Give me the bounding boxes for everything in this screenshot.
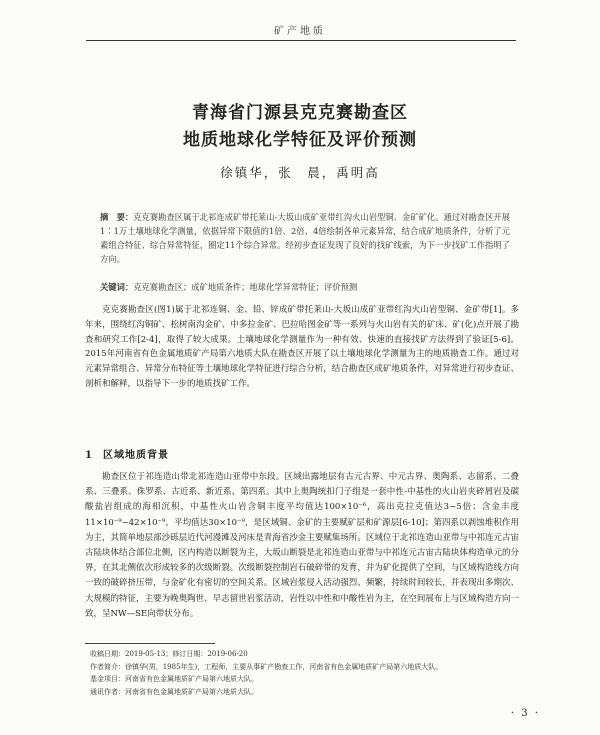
keywords-label: 关键词：: [100, 282, 134, 292]
footnote-divider: [85, 643, 215, 644]
author-list: 徐镇华，张 晨，禹明高: [220, 165, 380, 180]
title-line-1: 青海省门源县克克赛勘查区: [192, 103, 408, 123]
footnote-author-bio: 作者简介：徐镇华(男，1985年生)，工程师，主要从事矿产勘查工作，河南省有色金属地质矿产局第六地质大队。: [90, 662, 443, 671]
abstract-label: 摘 要：: [100, 212, 134, 222]
title-line-2: 地质地球化学特征及评价预测: [183, 130, 417, 150]
footnote-corresponding: 通讯作者：河南省有色金属地质矿产局第六地质大队。: [90, 687, 258, 696]
abstract-text: 克克赛勘查区属于北祁连成矿带托莱山-大坂山成矿亚带红沟火山岩型铜、金矿矿化。通过对勘查区开展1∶1万土壤地球化学测量，依据异常下限值的1倍、2倍、4倍绘制各单元素异常，结合成矿地质条件，分析了元素组合特征、综合异常特征，圈定11个综合异常。经初步查证发现了良好的找矿线索，为下一步找矿工作指明了方向。: [100, 212, 510, 264]
keywords-text: 克克赛勘查区；成矿地质条件；地球化学异常特征；评价预测: [133, 282, 358, 292]
section-heading: [85, 446, 385, 461]
page-number: · 3 ·: [510, 708, 540, 719]
header-divider: [86, 40, 516, 41]
footnotes: [90, 648, 510, 698]
section-number: 1: [85, 450, 93, 461]
paper-title: [0, 100, 600, 154]
footnote-received: 收稿日期：2019-05-13；修订日期：2019-06-20: [90, 650, 248, 658]
intro-paragraph: 克克赛勘查区(图1)属于北祁连铜、金、铅、锌成矿带托莱山-大坂山成矿亚带红沟火山岩型铜、金矿带[1]。多年来，围绕红沟铜矿、松树南沟金矿、中多拉金矿、巴拉哈图金矿等一系列与火山岩有关的矿床、矿(化)点开展了勘查和研究工作[2-4]，取得了较大成果。土壤地球化学测量作为一种有效、快速的直接找矿方法得到了验证[5-6]。2015年河南省有色金属地质矿产局第六地质大队在勘查区开展了以土壤地球化学测量为主的地质勘查工作。通过对元素异常组合、异常分布特征等土壤地球化学特征进行综合分析，结合勘查区成矿地质条件，对异常进行初步查证、剖析和解释，以指导下一步的地质找矿工作。: [85, 305, 519, 389]
footnote-funding: 基金项目：河南省有色金属地质矿产局第六地质大队。: [90, 675, 258, 683]
running-head: 矿产地质: [274, 26, 326, 37]
keywords: [100, 280, 510, 294]
section-body-paragraph: 勘查区位于祁连造山带北祁连造山亚带中东段。区域出露地层有古元古界、中元古界、奥陶系、志留系、二叠系、三叠系、侏罗系、古近系、新近系、第四系。其中上奥陶统扣门子组是一套中性-中基性的火山岩夹碎屑岩及碳酸盐岩组成的海相沉积，中基性火山岩含铜丰度平均值达100×10⁻⁶，高出克拉克值达3~5倍；含金丰度11×10⁻⁹~42×10⁻⁹，平均值达30×10⁻⁹，是区域铜、金矿的主要赋矿层和矿源层[6-10]；第四系以剥蚀堆积作用为主，其简单地层部沙砾层近代河漫滩及河床是青海省沙金主要赋集场所。区域位于北祁连造山亚带与中祁连元古宙古陆块体结合部位北侧，区内构造以断裂为主，大坂山断裂是北祁连造山亚带与中祁连元古宙古陆块体构造单元的分界，在其北侧依次形成较多的次级断裂。次级断裂控制岩石破碎带的发育，并为矿化提供了空间，与区域构造线方向一致的破碎挤压带，与金矿化有密切的空间关系。区域岩浆侵入活动强烈、频繁，持续时间较长，并表现出多期次、大规模的特征，主要为晚奥陶世、早志留世岩浆活动，岩性以中性和中酸性岩为主，在空间展布上与区域构造方向一致，呈NW—SE向带状分布。: [85, 472, 519, 619]
section-title: 区域地质背景: [102, 450, 169, 461]
abstract: [100, 210, 510, 266]
